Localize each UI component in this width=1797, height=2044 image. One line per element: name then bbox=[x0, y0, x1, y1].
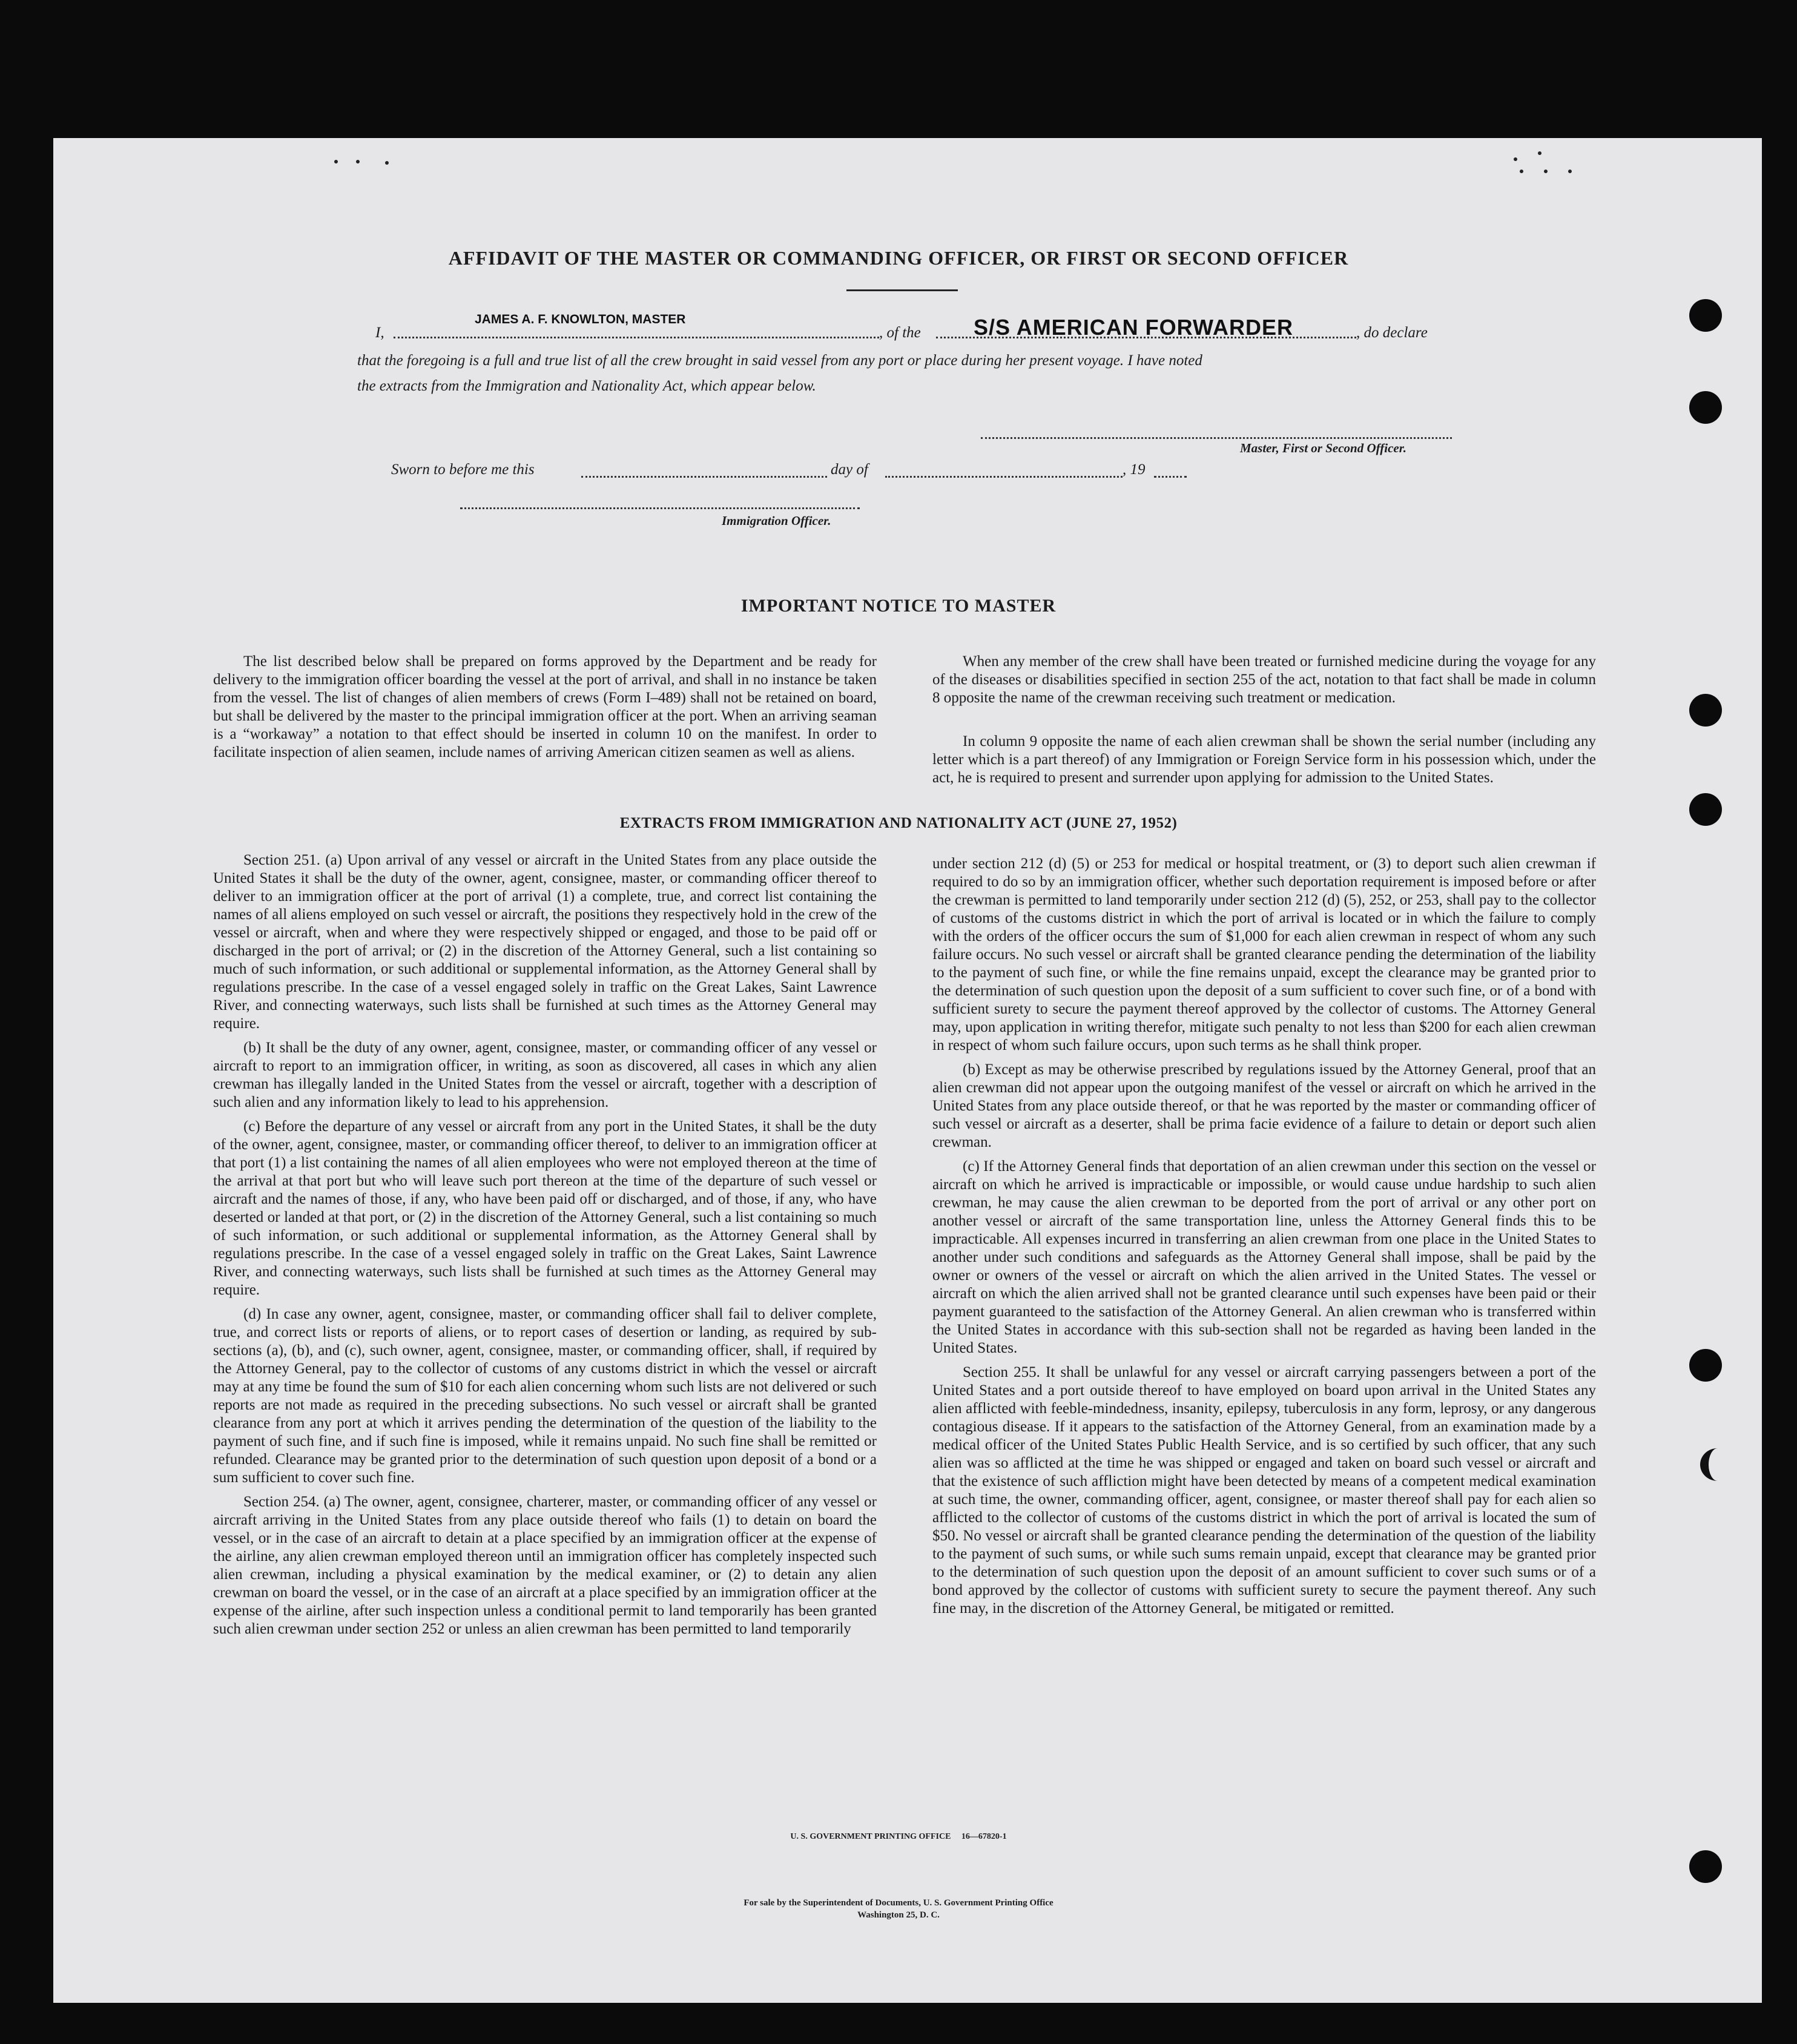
vessel-name: S/S AMERICAN FORWARDER bbox=[974, 315, 1294, 340]
extract-paragraph: under section 212 (d) (5) or 253 for medical or hospital treatment, or (3) to deport such alien crewman if required to do so by an immigration officer, whether such deportation requirement is imposed before or after the crewman is permitted to land temporarily under section 212 (d) (5), 252, or 253, shall pay to the collector of customs of the customs district in which the port of arrival is located or in which the failure to comply with the orders of the officer occurs the sum of $1,000 for each alien crewman in respect of whom any such failure occurs. No such vessel or aircraft shall be granted clearance pending the determination of the liability to the payment of such fine, or while the fine remains unpaid, except the clearance may be granted prior to the determination of such question upon the deposit of a sum sufficient to cover such fine, or of a bond with sufficient surety to secure the payment thereof approved by the collector of customs. The Attorney General may, upon application in writing therefor, mitigate such penalty to not less than $200 for each alien crewman in respect of whom such failure occurs, upon such terms as he shall think proper. bbox=[932, 856, 1596, 1053]
year-label: , 19 bbox=[1123, 461, 1146, 478]
extract-paragraph: Section 251. (a) Upon arrival of any vessel or aircraft in the United States from any place outside the United States it shall be the duty of the owner, agent, consignee, master, or commanding officer thereof to deliver to an immigration officer at the port of arrival (1) a complete, true, and correct list containing the names of all aliens employed on such vessel or aircraft, the positions they respectively hold in the crew of the vessel or aircraft, when and where they were respectively shipped or engaged, and those to be paid off or discharged in the port of arrival; or (2) in the discretion of the Attorney General, such a list containing so much of such information, or such additional or supplemental information, as the Attorney General shall by regulations prescribe. In the case of a vessel engaged solely in traffic on the Great Lakes, Saint Lawrence River, and connecting waterways, such lists shall be furnished at such times as the Attorney General may require. bbox=[213, 852, 877, 1032]
sale-notice: For sale by the Superintendent of Documents, U. S. Government Printing Office bbox=[744, 1898, 1053, 1908]
speck-mark bbox=[385, 161, 389, 165]
speck-mark bbox=[334, 160, 338, 163]
extract-paragraph: (c) If the Attorney General finds that deportation of an alien crewman under this section on the vessel or aircraft on which he arrived is impracticable or impossible, or would cause undue hardship to such alien crewman, he may cause the alien crewman to be deported from the port of arrival or any other port on another vessel or aircraft of the same transportation line, unless the Attorney General finds this to be impracticable. All expenses incurred in transferring an alien crewman from one place in the United States to another under such conditions and safeguards as the Attorney General shall impose, shall be paid by the owner or owners of the vessel or aircraft on which the alien arrived in the United States. The vessel or aircraft on which the alien arrived shall not be granted clearance until such expenses have been paid or their payment guaranteed to the satisfaction of the Attorney General. An alien crewman who is transferred within the United States in accordance with this sub-section shall not be regarded as having been landed in the United States. bbox=[932, 1158, 1596, 1356]
speck-mark bbox=[1538, 151, 1541, 155]
speck-mark bbox=[1520, 170, 1523, 173]
extract-paragraph: Section 254. (a) The owner, agent, consignee, charterer, master, or commanding officer of any vessel or aircraft arriving in the United States from any place outside thereof who fails (1) to detain on board the vessel, or in the case of an aircraft to detain at a place specified by an immigration officer at the expense of the airline, any alien crewman employed thereon until an immigration officer has completely inspected such alien crewman, including a physical examination by the medical examiner, or (2) to detain any alien crewman on board the vessel, or in the case of an aircraft at a place specified by an immigration officer at the expense of the airline, after such inspection unless a conditional permit to land temporarily has been granted such alien crewman under section 252 or unless an alien crewman has been permitted to land temporarily bbox=[213, 1494, 877, 1637]
punch-hole bbox=[1689, 299, 1722, 332]
extract-paragraph: (c) Before the departure of any vessel or aircraft from any port in the United States, it shall be the duty of the owner, agent, consignee, master, or commanding officer thereof, to deliver to an immigration officer at that port (1) a list containing the names of all alien employees who were not employed thereon at the time of the arrival at that port but who will leave such port thereon at the time of the departure of such vessel or aircraft and the names of those, if any, who have been paid off or discharged, and of those, if any, who have deserted or landed at that port, or (2) in the discretion of the Attorney General, such a list containing so much of such information, or such additional or supplemental information, as the Attorney General shall by regulations prescribe. In the case of a vessel engaged solely in traffic on the Great Lakes, Saint Lawrence River, and connecting waterways, such lists shall be furnished at such times as the Attorney General may require. bbox=[213, 1118, 877, 1298]
punch-hole bbox=[1689, 1349, 1722, 1382]
title-rule bbox=[846, 289, 958, 291]
immigration-officer-line bbox=[460, 507, 860, 509]
affidavit-title: AFFIDAVIT OF THE MASTER OR COMMANDING OFFICER, OR FIRST OR SECOND OFFICER bbox=[448, 247, 1349, 269]
sworn-day-line bbox=[581, 476, 827, 478]
declaration-text: that the foregoing is a full and true list of all the crew brought in said vessel from any port or place during her present voyage. I have noted bbox=[357, 352, 1202, 369]
extracts-left-column bbox=[213, 851, 877, 1638]
immigration-officer-caption: Immigration Officer. bbox=[722, 513, 831, 528]
extract-paragraph: (d) In case any owner, agent, consignee, master, or commanding officer shall fail to deliver complete, true, and correct lists or reports of aliens, or to report cases of desertion or landing, as required by sub-sections (a), (b), and (c), such owner, agent, consignee, master, or commanding officer, shall, if required by the Attorney General, pay to the collector of customs of any customs district in which the vessel or aircraft may at any time be found the sum of $10 for each alien concerning whom such lists are not delivered or such reports are not made as required in the preceding subsections. No such vessel or aircraft shall be granted clearance from any port at which it arrives pending the determination of the question of the liability to the payment of such fine, and if such fine is imposed, while it remains unpaid. No such fine shall be remitted or refunded. Clearance may be granted prior to the determination of such question upon deposit of a bond or a sum sufficient to cover such fine. bbox=[213, 1306, 877, 1486]
punch-hole bbox=[1689, 694, 1722, 727]
extracts-right-column bbox=[932, 855, 1596, 1618]
speck-mark bbox=[356, 160, 360, 163]
do-declare-label: , do declare bbox=[1356, 325, 1428, 341]
i-label: I, bbox=[375, 325, 384, 341]
signature-line bbox=[981, 437, 1452, 439]
declaration-text: the extracts from the Immigration and Nationality Act, which appear below. bbox=[357, 378, 816, 394]
master-name: JAMES A. F. KNOWLTON, MASTER bbox=[475, 312, 686, 326]
speck-mark bbox=[1568, 170, 1572, 173]
extract-paragraph: (b) It shall be the duty of any owner, agent, consignee, master, or commanding officer of any vessel or aircraft to report to an immigration officer, in writing, as soon as discovered, all cases in which any alien crewman has illegally landed in the United States from the vessel or aircraft, together with a description of such alien and any information likely to lead to his apprehension. bbox=[213, 1040, 877, 1110]
notice-left-paragraph: The list described below shall be prepared on forms approved by the Department and be ready for delivery to the immigration officer boarding the vessel at the port of arrival, and shall in no instance be taken from the vessel. The list of changes of alien members of crews (Form I–489) shall not be retained on board, but shall be delivered by the master to the principal immigration officer at the port. When an arriving seaman is a “workaway” a notation to that effect should be inserted in column 10 on the manifest. In order to facilitate inspection of alien seamen, include names of arriving American citizen seamen as well as aliens. bbox=[213, 653, 877, 760]
punch-hole bbox=[1689, 1850, 1722, 1883]
notice-title: IMPORTANT NOTICE TO MASTER bbox=[740, 596, 1057, 616]
name-line bbox=[394, 337, 879, 338]
speck-mark bbox=[1544, 170, 1548, 173]
extracts-title: EXTRACTS FROM IMMIGRATION AND NATIONALITY ACT (JUNE 27, 1952) bbox=[619, 815, 1178, 831]
of-the-label: , of the bbox=[879, 325, 921, 341]
printing-office-line: U. S. GOVERNMENT PRINTING OFFICE 16—67820-1 bbox=[790, 1832, 1007, 1841]
sworn-month-line bbox=[885, 476, 1123, 478]
notice-right-paragraph: When any member of the crew shall have been treated or furnished medicine during the voyage for any of the diseases or disabilities specified in section 255 of the act, notation to that fact shall be made in column 8 opposite the name of the crewman receiving such treatment or medication. bbox=[932, 653, 1596, 706]
punch-hole bbox=[1700, 1448, 1735, 1481]
speck-mark bbox=[1514, 157, 1517, 161]
signature-caption: Master, First or Second Officer. bbox=[1240, 441, 1406, 455]
extract-paragraph: Section 255. It shall be unlawful for any vessel or aircraft carrying passengers between a port of the United States and a port outside thereof to have employed on board upon arrival in the United States any alien afflicted with feeble-mindedness, insanity, epilepsy, tuberculosis in any form, leprosy, or any dangerous contagious disease. If it appears to the satisfaction of the Attorney General, from an examination made by a medical officer of the United States Public Health Service, and is so certified by such officer, that any such alien was so afflicted at the time he was shipped or engaged and taken on board such vessel or aircraft and that the existence of such affliction might have been detected by means of a competent medical examination at such time, the owner, commanding officer, agent, consignee, or master thereof shall pay for each alien so afflicted to the collector of customs of the customs district in which the port of arrival is located the sum of $50. No vessel or aircraft shall be granted clearance pending the determination of the question of the liability to the payment of such sums, or while such sums remain unpaid, except that clearance may be granted prior to the determination of such question upon the deposit of an amount sufficient to cover such sums or of a bond approved by the collector of customs with sufficient surety to secure the payment thereof. Any such fine may, in the discretion of the Attorney General, be mitigated or remitted. bbox=[932, 1364, 1596, 1617]
sale-notice-city: Washington 25, D. C. bbox=[857, 1910, 940, 1920]
punch-hole bbox=[1689, 391, 1722, 424]
day-of-label: day of bbox=[831, 461, 868, 478]
notice-right-paragraph: In column 9 opposite the name of each alien crewman shall be shown the serial number (including any letter which is a part thereof) of any Immigration or Foreign Service form in his possession which, under the act, he is required to present and surrender upon applying for admission to the United States. bbox=[932, 733, 1596, 786]
sworn-label: Sworn to before me this bbox=[391, 461, 535, 478]
sworn-year-line bbox=[1154, 476, 1187, 478]
extract-paragraph: (b) Except as may be otherwise prescribed by regulations issued by the Attorney General, proof that an alien crewman did not appear upon the outgoing manifest of the vessel or aircraft on which he arrived in the United States from any place outside thereof, or that he was reported by the master or commanding officer of such vessel or aircraft as a deserter, shall be prima facie evidence of a failure to detain or deport such alien crewman. bbox=[932, 1061, 1596, 1150]
